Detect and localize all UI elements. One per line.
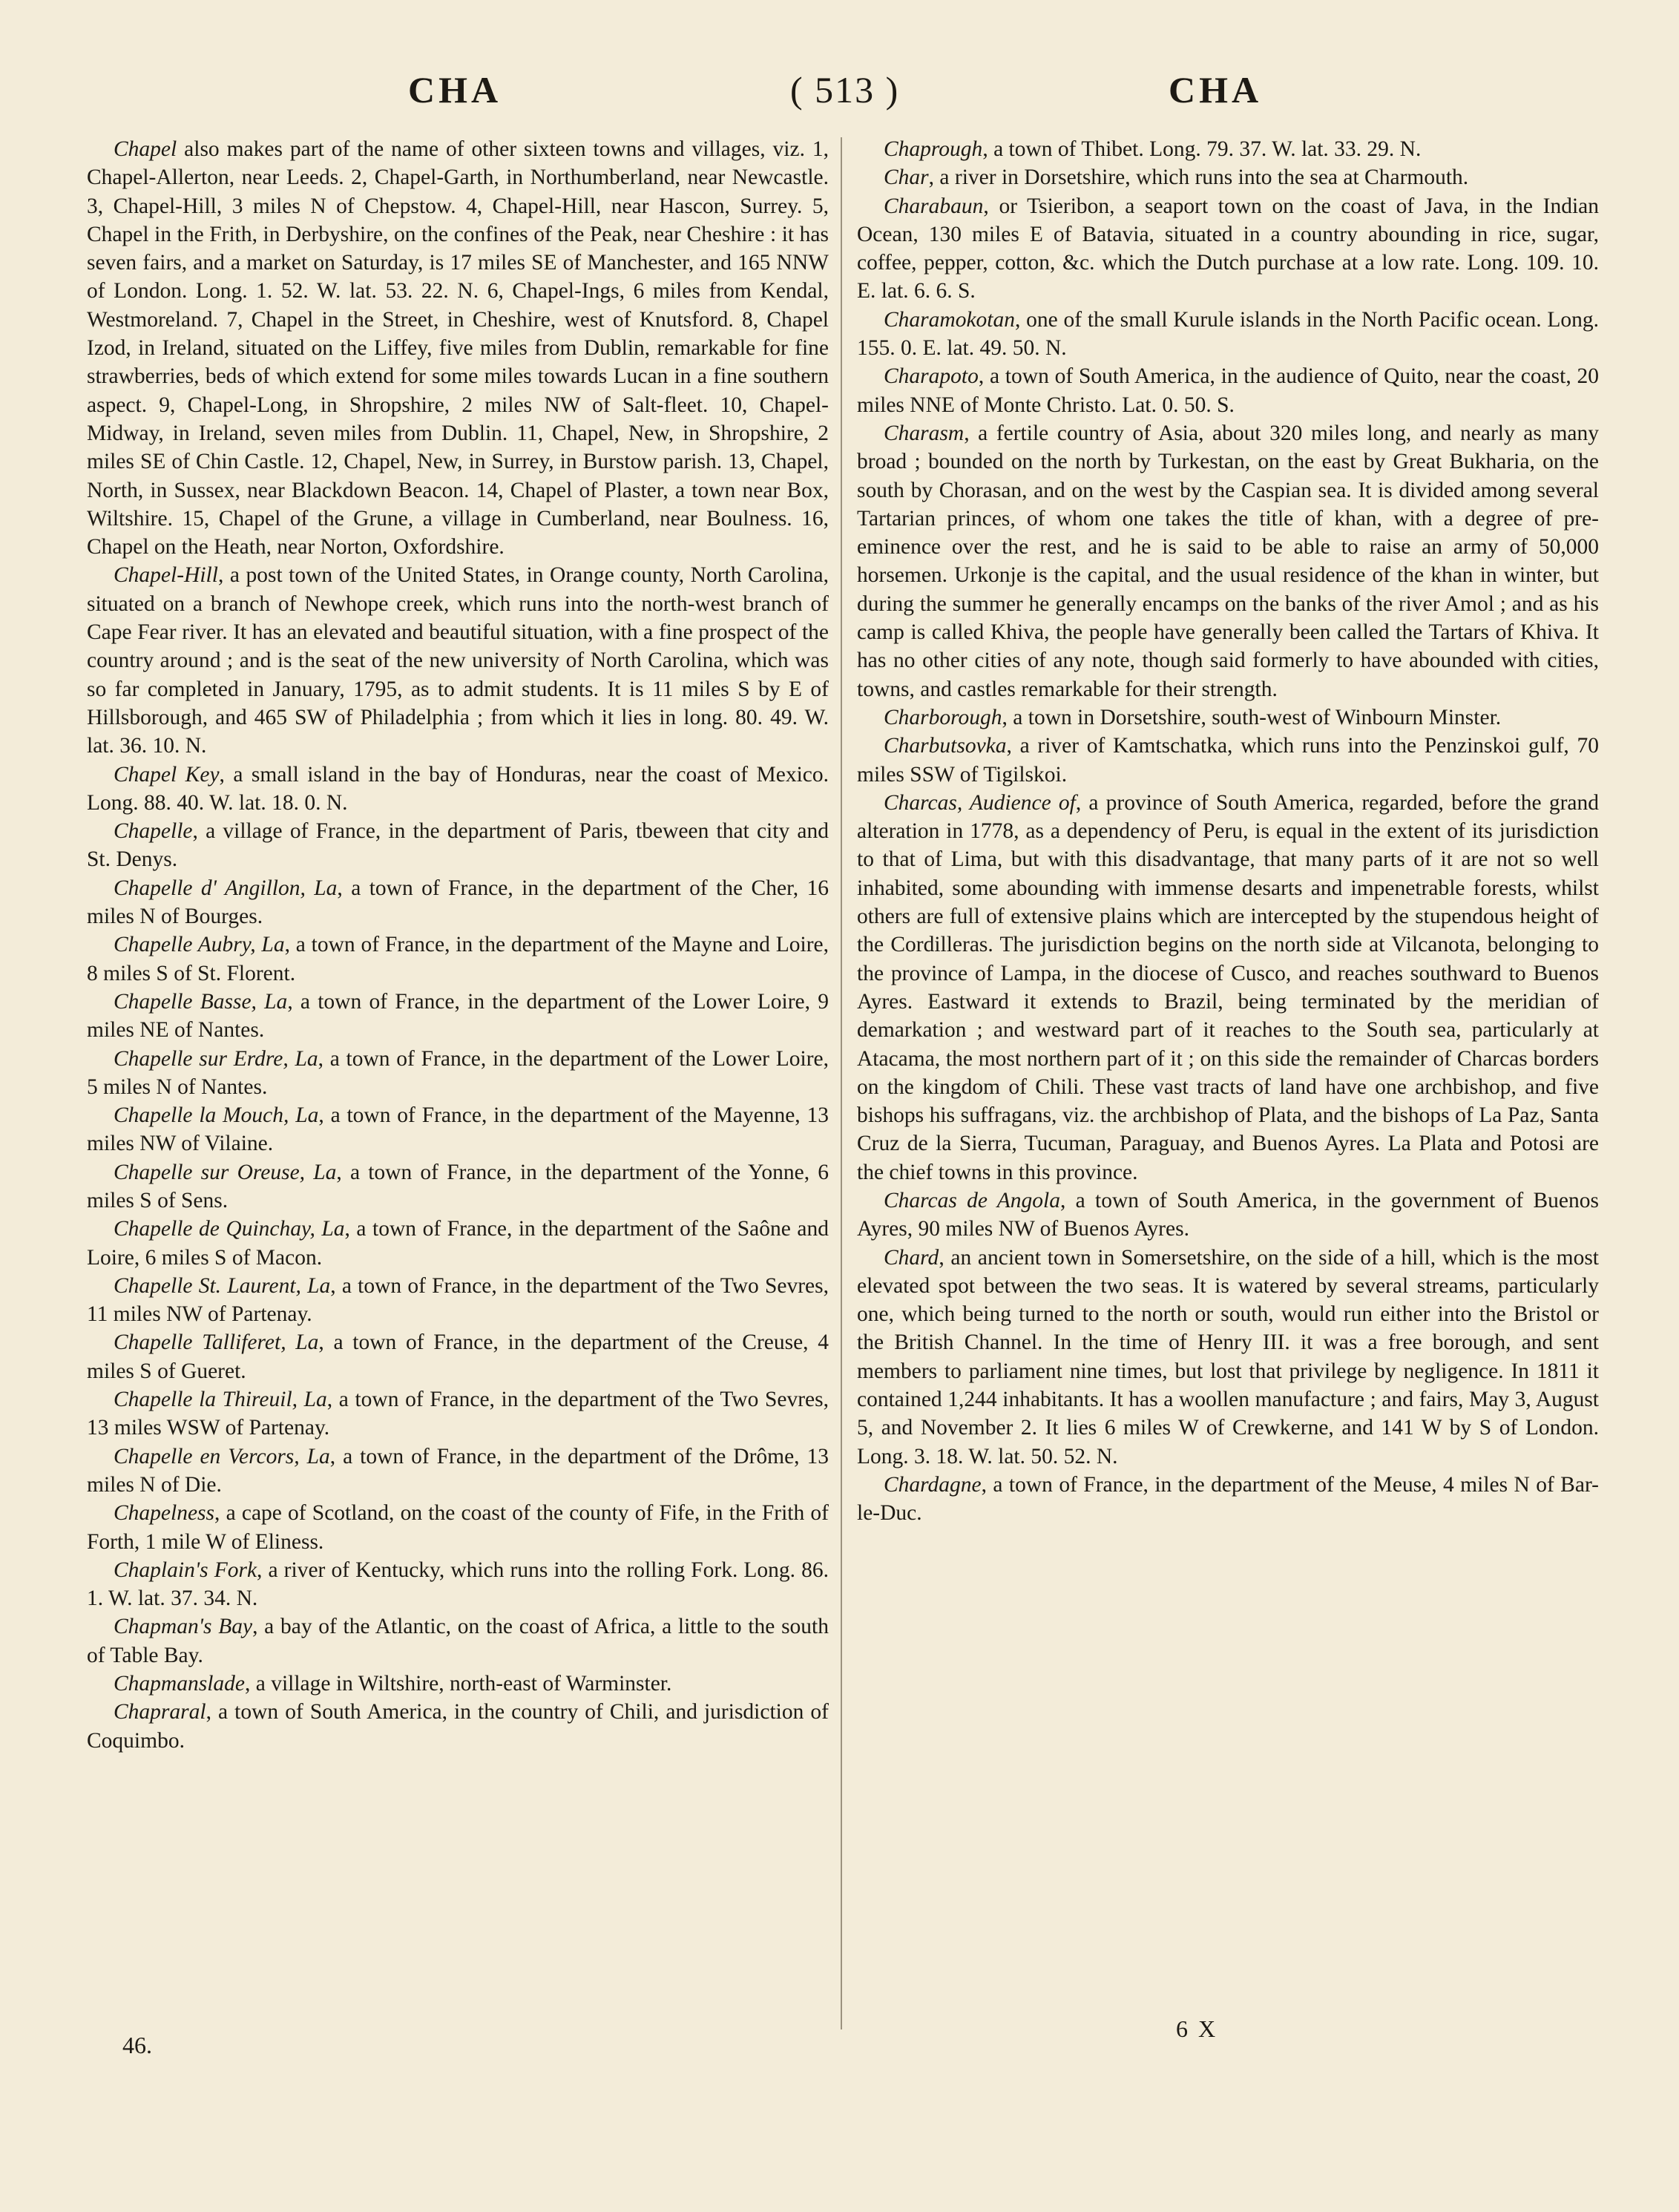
entry-text: , a town in Dorsetshire, south-west of Winbourn Minster. xyxy=(1002,705,1502,729)
dictionary-entry xyxy=(87,817,829,874)
dictionary-entry xyxy=(857,306,1599,363)
entry-headword: Chapraral xyxy=(114,1700,206,1724)
dictionary-entry xyxy=(87,1670,829,1698)
entry-headword: Charasm xyxy=(884,421,965,445)
entry-headword: Charbutsovka xyxy=(884,734,1007,758)
entry-headword: Chapelle de Quinchay, La xyxy=(114,1217,345,1241)
entry-headword: Chapel Key xyxy=(114,762,220,787)
entry-text: , a town of South America, in the government of Buenos Ayres, 90 miles NW of Buenos Ayres. xyxy=(857,1188,1599,1241)
dictionary-entry xyxy=(87,135,829,561)
entry-text: , a cape of Scotland, on the coast of the county of Fife, in the Frith of Forth, 1 mile W of Eliness. xyxy=(87,1501,829,1554)
header-right: CHA xyxy=(1169,69,1263,111)
entry-headword: Charapoto xyxy=(884,364,979,389)
entry-headword: Chapelle en Vercors, La xyxy=(114,1444,330,1468)
dictionary-entry xyxy=(87,931,829,988)
entry-headword: Charabaun xyxy=(884,194,984,218)
entry-text: , a town of France, in the department of the Mayenne, 13 miles NW of Vilaine. xyxy=(87,1103,829,1156)
entry-text: , a town of France, in the department of the Drôme, 13 miles N of Die. xyxy=(87,1444,829,1497)
entry-text: , a river in Dorsetshire, which runs into the sea at Charmouth. xyxy=(928,165,1469,190)
running-header xyxy=(89,68,1590,120)
entry-headword: Chapelle sur Erdre, La xyxy=(114,1046,318,1071)
dictionary-entry xyxy=(857,1187,1599,1244)
entry-headword: Chapelle Basse, La xyxy=(114,989,288,1014)
dictionary-entry xyxy=(857,732,1599,789)
entry-headword: Chapelle la Thireuil, La xyxy=(114,1388,327,1412)
dictionary-entry xyxy=(857,1471,1599,1528)
entry-headword: Chard xyxy=(884,1245,939,1270)
entry-text: , a town of France, in the department of the Saône and Loire, 6 miles S of Macon. xyxy=(87,1217,829,1270)
entry-text: , or Tsieribon, a seaport town on the coast of Java, in the Indian Ocean, 130 miles E of Batavia, situated in a country abounding in rice, sugar, coffee, pepper, cotton, &c. which the Dutch purchase at a low rate. Long. 109. 10. E. lat. 6. 6. S. xyxy=(857,194,1599,303)
entry-headword: Chardagne xyxy=(884,1472,982,1497)
page-number: ( 513 ) xyxy=(790,69,900,111)
entry-headword: Chapelle d' Angillon, La xyxy=(114,876,338,900)
entry-headword: Chapmanslade xyxy=(114,1672,245,1696)
dictionary-entry xyxy=(857,163,1599,191)
entry-headword: Chapelle sur Oreuse, La xyxy=(114,1160,337,1184)
dictionary-entry xyxy=(857,703,1599,732)
entry-headword: Chapel-Hill xyxy=(114,563,218,588)
dictionary-entry xyxy=(857,419,1599,703)
entry-headword: Charcas, Audience of xyxy=(884,790,1076,815)
entry-text: , a town of South America, in the audience of Quito, near the coast, 20 miles NNE of Monte Christo. Lat. 0. 50. S. xyxy=(857,364,1599,417)
dictionary-entry xyxy=(87,761,829,818)
dictionary-entry xyxy=(87,988,829,1045)
entry-text: , a town of France, in the department of the Two Sevres, 13 miles WSW of Partenay. xyxy=(87,1388,829,1440)
signature-mark-left: 46. xyxy=(122,2032,152,2058)
dictionary-entry xyxy=(857,789,1599,1187)
dictionary-entry xyxy=(87,1556,829,1613)
dictionary-entry xyxy=(857,1244,1599,1471)
dictionary-entry xyxy=(87,1328,829,1385)
entry-headword: Chapelle Aubry, La xyxy=(114,933,285,957)
dictionary-entry xyxy=(87,1612,829,1670)
entry-text: , a province of South America, regarded, before the grand alteration in 1778, as a dependency of Peru, is equal in the extent of its jurisdiction to that of Lima, but with this disadvantage, that many parts of it are not so well inhabited, some abounding with immense desarts and impenetrable forests, whilst others are full of extensive plains which are intercepted by the stupendous height of the Cordilleras. The jurisdiction begins on the north side at Vilcanota, belonging to the province of Lampa, in the diocese of Cusco, and reaches southward to Buenos Ayres. Eastward it extends to Brazil, being terminated by the meridian of demarkation ; and westward part of it reaches to the South sea, particularly at Atacama, the most northern part of it ; on this side the remainder of Charcas borders on the kingdom of Chili. These vast tracts of land have one archbishop, and five bishops his suffragans, viz. the archbishop of Plata, and the bishops of La Paz, Santa Cruz de la Sierra, Tucuman, Paraguay, and Buenos Ayres. La Plata and Potosi are the chief towns in this province. xyxy=(857,790,1600,1184)
dictionary-entry xyxy=(87,1385,829,1443)
dictionary-entry xyxy=(87,874,829,931)
signature-mark-right: 6 X xyxy=(1176,2015,1218,2042)
entry-headword: Chaplain's Fork xyxy=(114,1558,257,1582)
entry-headword: Chapelle St. Laurent, La xyxy=(114,1273,331,1298)
entry-text: , a fertile country of Asia, about 320 miles long, and nearly as many broad ; bounded on the north by Turkestan, on the east by Great Bukharia, on the south by Chorasan, and on the west by the Caspian sea. It is divided among several Tartarian princes, of whom one takes the title of khan, with a degree of pre-eminence over the rest, and he is said to be able to raise an army of 50,000 horsemen. Urkonje is the capital, and the usual residence of the khan in winter, but during the summer he generally encamps on the banks of the river Amol ; and as his camp is called Khiva, the people have generally been called the Tartars of Khiva. It has no other cities of any note, though said formerly to have abounded with cities, towns, and castles remarkable for their strength. xyxy=(857,421,1599,701)
dictionary-entry xyxy=(857,135,1599,163)
entry-headword: Chapelle xyxy=(114,819,193,844)
dictionary-entry xyxy=(87,1499,829,1556)
dictionary-entry xyxy=(857,192,1599,306)
entry-headword: Chapelle Talliferet, La xyxy=(114,1330,319,1355)
header-left: CHA xyxy=(408,69,502,111)
entry-headword: Chapelness xyxy=(114,1501,215,1526)
entry-text: , a post town of the United States, in Orange county, North Carolina, situated on a branch of Newhope creek, which runs into the north-west branch of Cape Fear river. It has an elevated and beautiful situation, with a fine prospect of the country around ; and is the seat of the new university of North Carolina, which was so far completed in January, 1795, as to admit students. It is 11 miles S by E of Hillsborough, and 465 SW of Philadelphia ; from which it lies in long. 80. 49. W. lat. 36. 10. N. xyxy=(87,563,829,758)
entry-text: , a town of France, in the department of the Lower Loire, 5 miles N of Nantes. xyxy=(87,1046,829,1099)
entry-headword: Chaprough xyxy=(884,137,983,161)
dictionary-entry xyxy=(87,1045,829,1102)
dictionary-entry xyxy=(857,362,1599,419)
entry-headword: Chapelle la Mouch, La xyxy=(114,1103,319,1128)
dictionary-entry xyxy=(87,1158,829,1215)
entry-text: , a village of France, in the department of Paris, tbeween that city and St. Denys. xyxy=(87,819,829,872)
dictionary-entry xyxy=(87,1698,829,1755)
entry-headword: Charamokotan xyxy=(884,307,1015,332)
entry-text: , a town of Thibet. Long. 79. 37. W. lat. 33. 29. N. xyxy=(982,137,1422,161)
entry-text: , a town of France, in the department of the Yonne, 6 miles S of Sens. xyxy=(87,1160,829,1212)
entry-headword: Char xyxy=(884,165,929,190)
entry-headword: Chapel xyxy=(114,137,177,161)
right-column xyxy=(857,135,1599,1528)
entry-headword: Chapman's Bay xyxy=(114,1615,253,1639)
entry-text: , a river of Kamtschatka, which runs into the Penzinskoi gulf, 70 miles SSW of Tigilskoi. xyxy=(857,734,1599,787)
entry-headword: Charcas de Angola xyxy=(884,1188,1060,1212)
entry-text: , a town of France, in the department of the Two Sevres, 11 miles NW of Partenay. xyxy=(87,1273,829,1327)
dictionary-entry xyxy=(87,1272,829,1329)
entry-text: , a town of France, in the department of the Creuse, 4 miles S of Gueret. xyxy=(87,1330,829,1383)
entry-text: , a town of France, in the department of the Meuse, 4 miles N of Bar-le-Duc. xyxy=(857,1472,1599,1526)
dictionary-entry xyxy=(87,1443,829,1500)
entry-text: , one of the small Kurule islands in the North Pacific ocean. Long. 155. 0. E. lat. 49. 50. N. xyxy=(857,307,1599,361)
entry-text: , a town of South America, in the country of Chili, and jurisdiction of Coquimbo. xyxy=(87,1700,829,1753)
entry-text: , a village in Wiltshire, north-east of Warminster. xyxy=(245,1672,672,1696)
dictionary-entry xyxy=(87,561,829,760)
entry-text: , a small island in the bay of Honduras, near the coast of Mexico. Long. 88. 40. W. lat. 18. 0. N. xyxy=(87,762,829,815)
entry-text: , a town of France, in the department of the Lower Loire, 9 miles NE of Nantes. xyxy=(87,989,829,1043)
entry-text: , a town of France, in the department of the Cher, 16 miles N of Bourges. xyxy=(87,876,829,929)
entry-text: also makes part of the name of other sixteen towns and villages, viz. 1, Chapel-Allerton, near Leeds. 2, Chapel-Garth, in Northumberland, near Newcastle. 3, Chapel-Hill, 3 miles N of Chepstow. 4, Chapel-Hill, near Hascon, Surrey. 5, Chapel in the Frith, in Derbyshire, on the confines of the Peak, near Cheshire : it has seven fairs, and a market on Saturday, is 17 miles SE of Manchester, and 165 NNW of London. Long. 1. 52. W. lat. 53. 22. N. 6, Chapel-Ings, 6 miles from Kendal, Westmoreland. 7, Chapel in the Street, in Cheshire, west of Knutsford. 8, Chapel Izod, in Ireland, situated on the Liffey, five miles from Dublin, remarkable for fine strawberries, beds of which extend for some miles towards Lucan in a fine southern aspect. 9, Chapel-Long, in Shropshire, 2 miles NW of Salt-fleet. 10, Chapel-Midway, in Ireland, seven miles from Dublin. 11, Chapel, New, in Shropshire, 2 miles SE of Chin Castle. 12, Chapel, New, in Surrey, in Burstow parish. 13, Chapel, North, in Sussex, near Blackdown Beacon. 14, Chapel of Plaster, a town near Box, Wiltshire. 15, Chapel of the Grune, a village in Cumberland, near Boulness. 16, Chapel on the Heath, near Norton, Oxfordshire. xyxy=(87,137,829,559)
column-divider xyxy=(841,137,842,2029)
entry-text: , a town of France, in the department of the Mayne and Loire, 8 miles S of St. Florent. xyxy=(87,933,829,985)
left-column xyxy=(87,135,829,1755)
dictionary-entry xyxy=(87,1101,829,1158)
entry-headword: Charborough xyxy=(884,705,1002,729)
entry-text: , an ancient town in Somersetshire, on the side of a hill, which is the most elevated spot between the two seas. It is watered by several streams, particularly one, which being turned to the north or south, would run either into the Bristol or the British Channel. In the time of Henry III. it was a free borough, and sent members to parliament nine times, but lost that privilege by negligence. In 1811 it contained 1,244 inhabitants. It has a woollen manufacture ; and fairs, May 3, August 5, and November 2. It lies 6 miles W of Crewkerne, and 141 W by S of London. Long. 3. 18. W. lat. 50. 52. N. xyxy=(857,1245,1599,1468)
entry-text: , a bay of the Atlantic, on the coast of Africa, a little to the south of Table Bay. xyxy=(87,1615,829,1667)
entry-text: , a river of Kentucky, which runs into the rolling Fork. Long. 86. 1. W. lat. 37. 34. N. xyxy=(87,1558,829,1611)
dictionary-entry xyxy=(87,1215,829,1272)
